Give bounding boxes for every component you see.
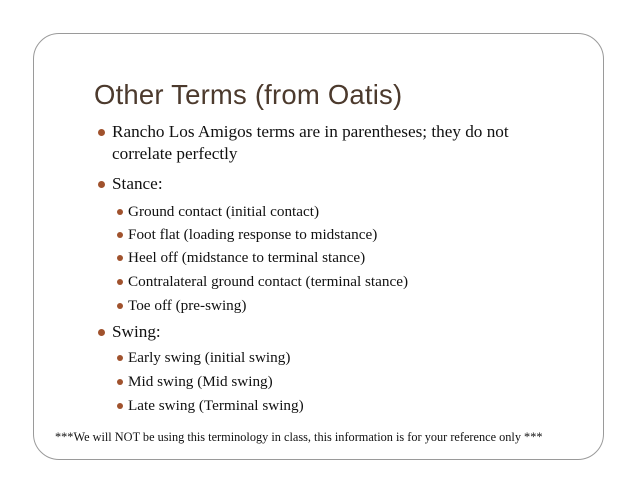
bullet-dot-icon <box>117 379 123 385</box>
bullet-dot-icon <box>117 303 123 309</box>
swing-item-early <box>117 348 290 367</box>
slide-title: Other Terms (from Oatis) <box>94 79 403 110</box>
bullet-text: Stance: <box>112 174 163 193</box>
bullet-rancho-los-amigos <box>98 121 557 165</box>
stance-item-ground-contact <box>117 202 319 221</box>
bullet-text: Ground contact (initial contact) <box>128 203 320 220</box>
bullet-text: Mid swing (Mid swing) <box>128 373 273 390</box>
bullet-text: Late swing (Terminal swing) <box>128 397 304 414</box>
bullet-dot-icon <box>117 355 123 361</box>
bullet-dot-icon <box>117 209 123 215</box>
bullet-stance <box>98 173 163 195</box>
stance-item-contralateral <box>117 272 408 291</box>
bullet-dot-icon <box>117 279 123 285</box>
stance-item-heel-off <box>117 248 365 267</box>
bullet-dot-icon <box>117 255 123 261</box>
bullet-text: Swing: <box>112 322 161 341</box>
bullet-text: Early swing (initial swing) <box>128 349 291 366</box>
swing-item-mid <box>117 372 273 391</box>
bullet-text: Contralateral ground contact (terminal stance) <box>128 273 409 290</box>
bullet-swing <box>98 321 161 343</box>
bullet-text: Foot flat (loading response to midstance) <box>128 226 378 243</box>
bullet-dot-icon <box>98 129 105 136</box>
stance-item-foot-flat <box>117 225 377 244</box>
bullet-text: Heel off (midstance to terminal stance) <box>128 249 366 266</box>
footnote: ***We will NOT be using this terminology in class, this information is for your reference only *** <box>55 430 543 444</box>
stance-item-toe-off <box>117 296 246 315</box>
bullet-dot-icon <box>98 329 105 336</box>
bullet-dot-icon <box>117 232 123 238</box>
bullet-text: Toe off (pre-swing) <box>128 297 247 314</box>
swing-item-late <box>117 396 304 415</box>
bullet-dot-icon <box>117 403 123 409</box>
bullet-text: Rancho Los Amigos terms are in parentheses; they do not correlate perfectly <box>112 122 509 163</box>
bullet-dot-icon <box>98 181 105 188</box>
